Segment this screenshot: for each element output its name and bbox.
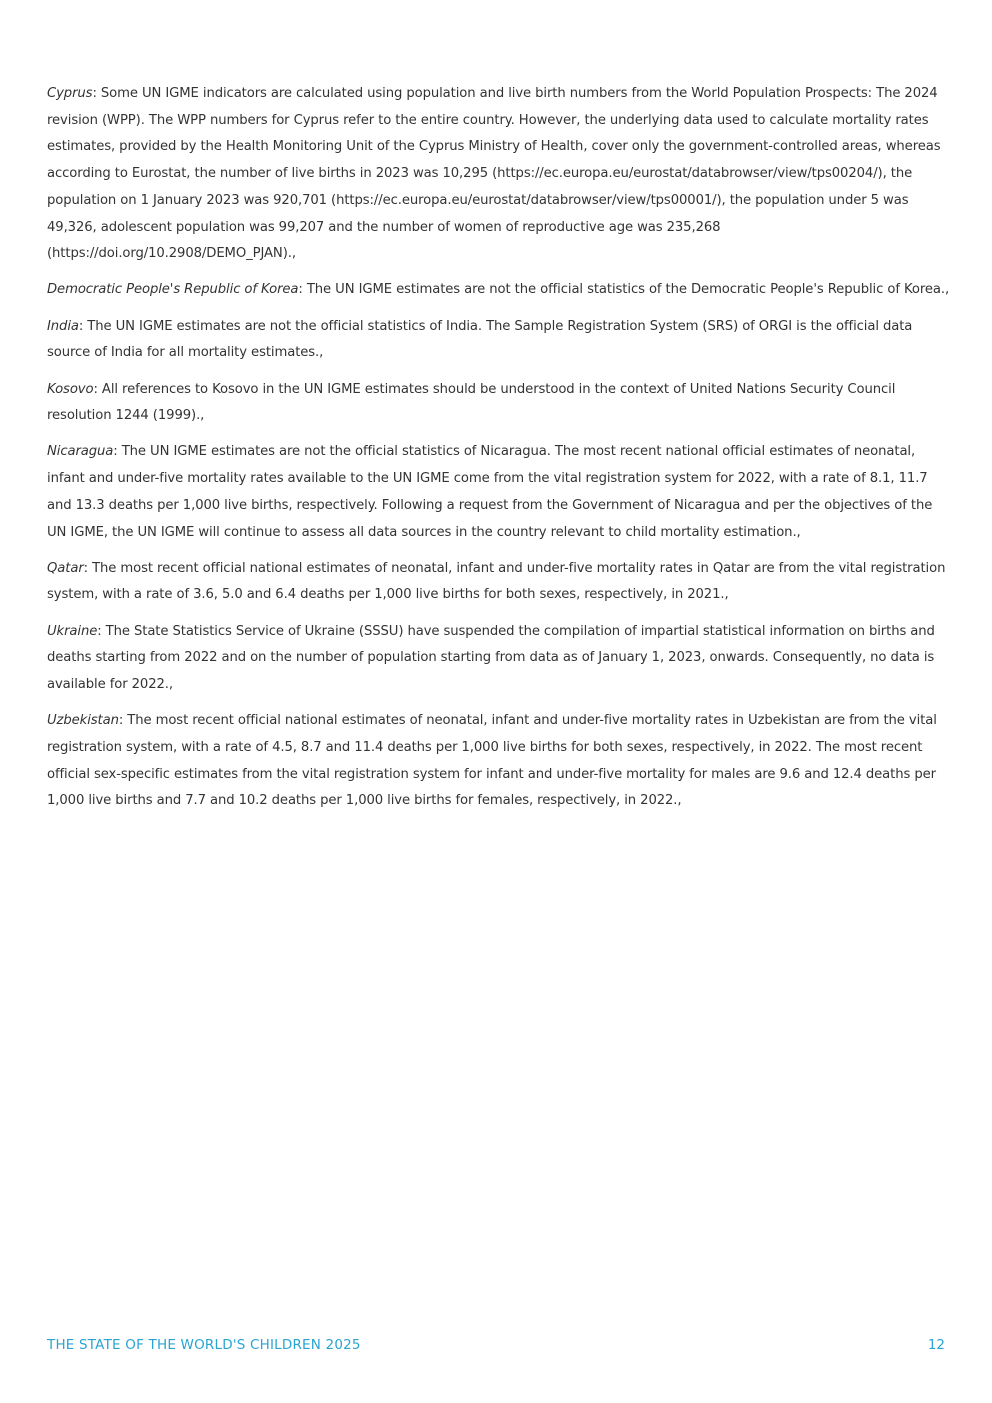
notes-section <box>47 81 951 825</box>
note-text: : The UN IGME estimates are not the official statistics of India. The Sample Registration System (SRS) of ORGI is the official data source of India for all mortality estimates., <box>47 318 913 361</box>
note-india <box>47 314 951 367</box>
note-country: India <box>47 318 79 334</box>
note-country: Qatar <box>47 560 84 576</box>
note-text: : The UN IGME estimates are not the official statistics of the Democratic People's Republic of Korea., <box>298 282 950 298</box>
footer-report-title: THE STATE OF THE WORLD'S CHILDREN 2025 <box>47 1337 361 1353</box>
note-nicaragua <box>47 439 951 546</box>
note-text: : The UN IGME estimates are not the official statistics of Nicaragua. The most recent national official estimates of neonatal, infant and under-five mortality rates available to the UN IGME come from the vital registration system for 2022, with a rate of 8.1, 11.7 and 13.3 deaths per 1,000 live births, respectively. Following a request from the Government of Nicaragua and per the objectives of the UN IGME, the UN IGME will continue to assess all data sources in the country relevant to child mortality estimation., <box>47 444 933 540</box>
note-country: Ukraine <box>47 623 98 639</box>
note-country: Cyprus <box>47 86 93 101</box>
note-text: : The most recent official national estimates of neonatal, infant and under-five mortality rates in Uzbekistan are from the vital registration system, with a rate of 4.5, 8.7 and 11.4 deaths per 1,000 live births for both sexes, respectively, in 2022. The most recent official sex-specific estimates from the vital registration system for infant and under-five mortality for males are 9.6 and 12.4 deaths per 1,000 live births and 7.7 and 10.2 deaths per 1,000 live births for females, respectively, in 2022., <box>47 713 937 809</box>
note-dprk <box>47 277 951 304</box>
note-cyprus <box>47 81 951 268</box>
note-country: Nicaragua <box>47 444 114 460</box>
note-country: Uzbekistan <box>47 713 119 729</box>
note-qatar <box>47 556 951 609</box>
note-text: : Some UN IGME indicators are calculated using population and live birth numbers from the World Population Prospects: The 2024 revision (WPP). The WPP numbers for Cyprus refer to the entire country. However, the underlying data used to calculate mortality rates estimates, provided by the Health Monitoring Unit of the Cyprus Ministry of Health, cover only the government-controlled areas, whereas according to Eurostat, the number of live births in 2023 was 10,295 (https://ec.europa.eu/eurostat/databrowser/view/tps00204/), the population on 1 January 2023 was 920,701 (https://ec.europa.eu/eurostat/databrowser/view/tps00001/), the population under 5 was 49,326, adolescent population was 99,207 and the number of women of reproductive age was 235,268 (https://doi.org/10.2908/DEMO_PJAN)., <box>47 86 941 262</box>
note-kosovo <box>47 377 951 430</box>
note-uzbekistan <box>47 708 951 815</box>
note-country: Kosovo <box>47 381 94 397</box>
note-text: : The most recent official national estimates of neonatal, infant and under-five mortality rates in Qatar are from the vital registration system, with a rate of 3.6, 5.0 and 6.4 deaths per 1,000 live births for both sexes, respectively, in 2021., <box>47 560 946 603</box>
note-text: : All references to Kosovo in the UN IGME estimates should be understood in the context of United Nations Security Council resolution 1244 (1999)., <box>47 381 896 424</box>
note-text: : The State Statistics Service of Ukraine (SSSU) have suspended the compilation of impartial statistical information on births and deaths starting from 2022 and on the number of population starting from data as of January 1, 2023, onwards. Consequently, no data is available for 2022., <box>47 623 935 693</box>
note-ukraine <box>47 619 951 699</box>
note-country: Democratic People's Republic of Korea <box>47 282 299 298</box>
page-footer <box>47 1337 945 1357</box>
footer-page-number: 12 <box>927 1337 945 1353</box>
